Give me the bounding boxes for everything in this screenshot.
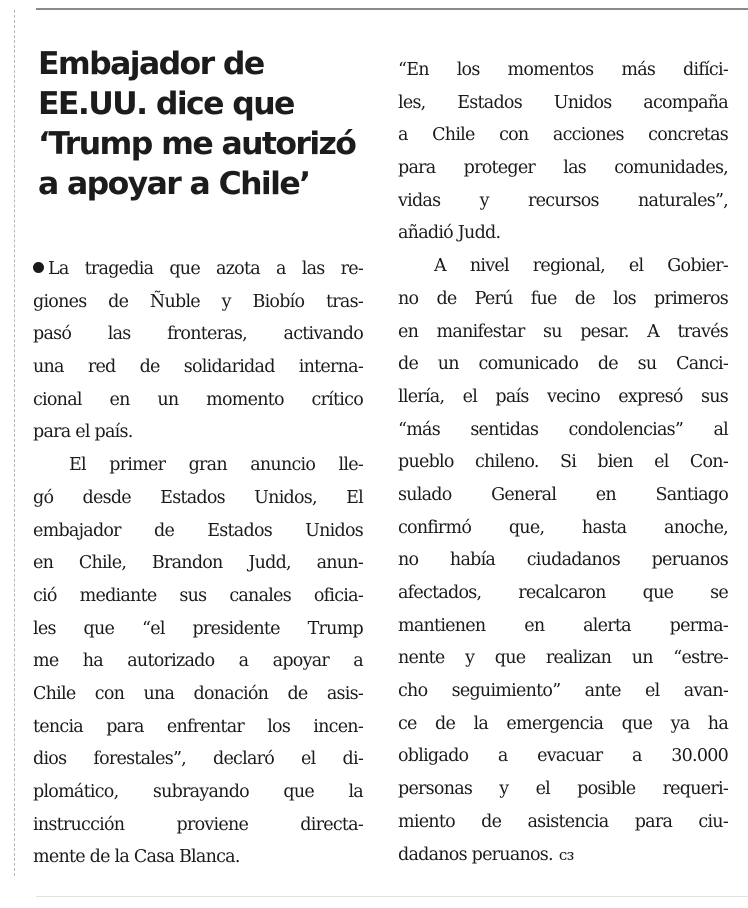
text-line: cional en un momento crítico xyxy=(33,389,363,410)
article-column-right xyxy=(398,54,728,871)
text-line: “más sentidas condolencias” al xyxy=(398,419,728,440)
text-line: no había ciudadanos peruanos xyxy=(398,550,728,571)
headline-line: Embajador de xyxy=(38,46,264,82)
text-line: no de Perú fue de los primeros xyxy=(398,288,728,309)
text-line: instrucción proviene directa- xyxy=(33,814,363,835)
text-line: embajador de Estados Unidos xyxy=(33,520,363,541)
text-line: afectados, recalcaron que se xyxy=(398,583,728,603)
text-line: pueblo chileno. Si bien el Con- xyxy=(398,452,728,473)
headline xyxy=(38,44,368,204)
text-line: vidas y recursos naturales”, xyxy=(398,190,728,211)
top-rule xyxy=(36,8,748,10)
text-line: tencia para enfrentar los incen- xyxy=(33,716,363,737)
text-line: mente de la Casa Blanca. xyxy=(33,847,240,868)
headline-line: ‘Trump me autorizó xyxy=(38,126,356,162)
text-line: de un comunicado de su Canci- xyxy=(398,354,728,375)
text-line: llería, el país vecino expresó sus xyxy=(398,386,728,407)
text-line: obligado a evacuar a 30.000 xyxy=(398,746,728,767)
text-line: confirmó que, hasta anoche, xyxy=(398,517,728,538)
text-line: miento de asistencia para ciu- xyxy=(398,811,728,832)
text-line: giones de Ñuble y Biobío tras- xyxy=(33,291,363,312)
text-line: a Chile con acciones concretas xyxy=(398,125,728,146)
text-line: les, Estados Unidos acompaña xyxy=(398,92,728,113)
text-line: sulado General en Santiago xyxy=(398,484,728,505)
text-line: me ha autorizado a apoyar a xyxy=(33,651,363,672)
text-line: ce de la emergencia que ya ha xyxy=(398,713,728,734)
text-line: les que “el presidente Trump xyxy=(33,618,363,639)
text-line: ció mediante sus canales oficia- xyxy=(33,585,363,606)
text-line: “En los momentos más difíci- xyxy=(398,60,728,80)
text-line: en manifestar su pesar. A través xyxy=(398,321,728,342)
text-line: nente y que realizan un “estre- xyxy=(398,648,728,669)
headline-line: a apoyar a Chile’ xyxy=(38,166,310,202)
text-line: dadanos peruanos. ᴄᴈ xyxy=(398,839,728,872)
text-line: una red de solidaridad interna- xyxy=(33,357,363,378)
bullet-dot-icon xyxy=(33,262,44,273)
text-line: pasó las fronteras, activando xyxy=(33,324,363,345)
bottom-rule xyxy=(36,896,748,897)
text-line: en Chile, Brandon Judd, anun- xyxy=(33,553,363,574)
text-line: El primer gran anuncio lle- xyxy=(69,455,363,476)
headline-line: EE.UU. dice que xyxy=(38,86,294,122)
text-line: gó desde Estados Unidos, El xyxy=(33,487,363,508)
text-line: para el país. xyxy=(33,422,133,443)
text-line: añadió Judd. xyxy=(398,223,501,244)
text-line: La tragedia que azota a las re- xyxy=(33,253,363,286)
column-divider xyxy=(14,10,15,876)
text-line: cho seguimiento” ante el avan- xyxy=(398,681,728,702)
text-line: personas y el posible requeri- xyxy=(398,779,728,800)
text-line: dios forestales”, declaró el di- xyxy=(33,749,363,770)
end-of-article-icon: ᴄᴈ xyxy=(558,845,574,864)
text-line: mantienen en alerta perma- xyxy=(398,615,728,636)
text-line: plomático, subrayando que la xyxy=(33,782,363,802)
text-line: Chile con una donación de asis- xyxy=(33,683,363,704)
article-column-left xyxy=(33,253,363,874)
text-line: para proteger las comunidades, xyxy=(398,158,728,179)
text-line: A nivel regional, el Gobier- xyxy=(434,256,728,277)
